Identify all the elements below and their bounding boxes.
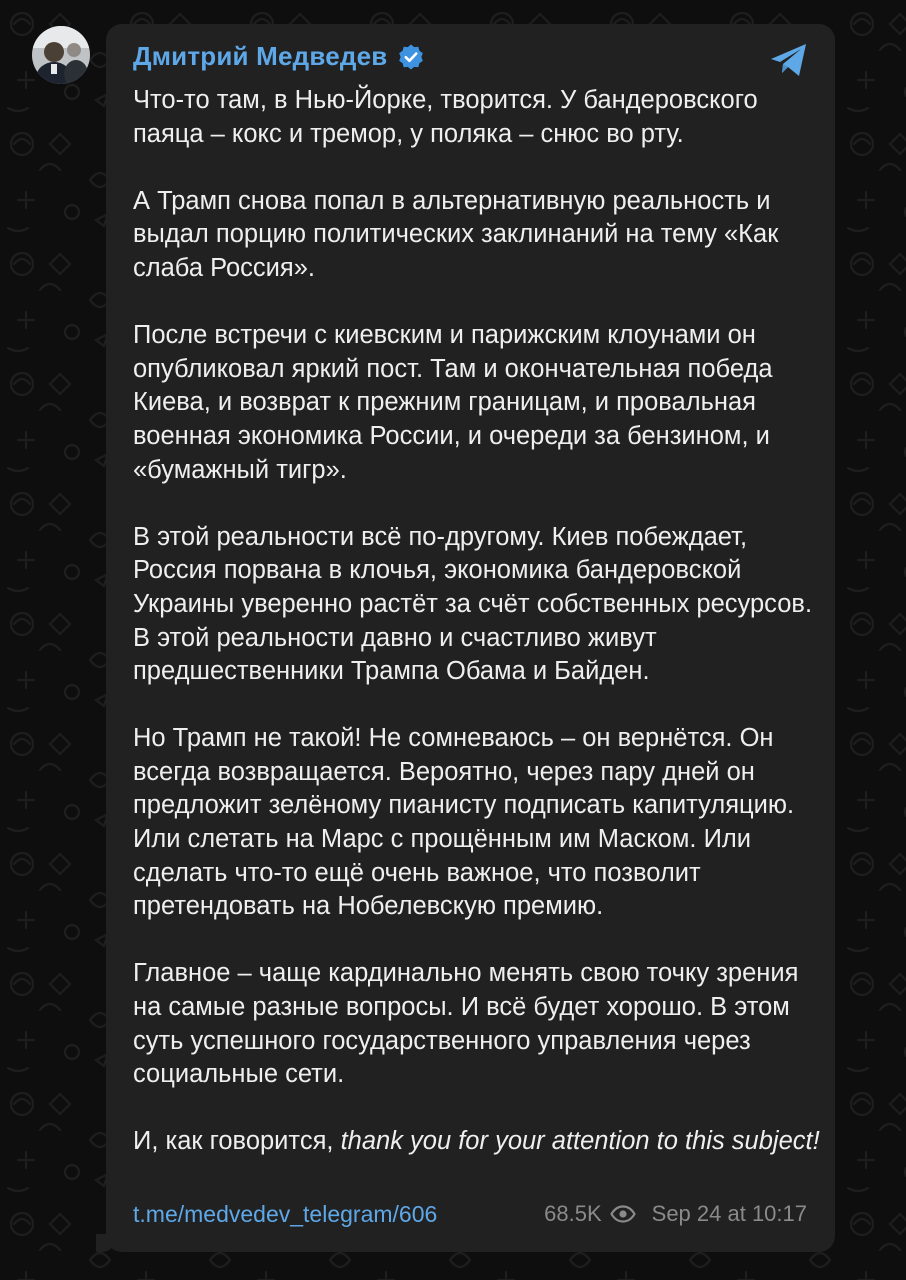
telegram-share-icon[interactable] — [767, 40, 811, 80]
closing-text: И, как говорится, — [133, 1127, 341, 1156]
message-meta — [544, 1201, 807, 1227]
closing-italic-text: thank you for your attention to this subject! — [340, 1127, 820, 1156]
message-paragraph-6: Главное – чаще кардинально менять свою точку зрения на самые разные вопросы. И всё будет хорошо. В этом суть успешного государственного управления через социальные сети. — [133, 959, 799, 1089]
eye-icon — [610, 1205, 636, 1223]
post-date: Sep 24 at 10:17 — [651, 1201, 807, 1226]
message-footer — [133, 1198, 807, 1230]
avatar-image — [32, 26, 90, 84]
message-header — [133, 41, 425, 72]
message-paragraph-2: А Трамп снова попал в альтернативную реальность и выдал порцию политических заклинаний на тему «Как слаба Россия». — [133, 186, 779, 282]
verified-badge-icon — [397, 43, 425, 71]
message-paragraph-4: В этой реальности всё по-другому. Киев побеждает, Россия порвана в клочья, экономика бандеровской Украины уверенно растёт за счёт собственных ресурсов. В этой реальности давно и счастливо живут предшественники Трампа Обама и Байден. — [133, 522, 813, 686]
avatar[interactable] — [32, 26, 90, 84]
message-text — [133, 84, 823, 1159]
message-paragraph-5: Но Трамп не такой! Не сомневаюсь – он вернётся. Он всегда возвращается. Вероятно, через пару дней он предложит зелёному пианисту подписать капитуляцию. Или слетать на Марс с прощённым им Маском. Или сделать что-то ещё очень важное, что позволит претендовать на Нобелевскую премию. — [133, 724, 795, 921]
message-bubble — [106, 24, 835, 1252]
message-paragraph-7 — [133, 1125, 823, 1159]
author-name[interactable]: Дмитрий Медведев — [133, 41, 388, 71]
post-link[interactable]: t.me/medvedev_telegram/606 — [133, 1200, 438, 1227]
message-paragraph-1: Что-то там, в Нью-Йорке, творится. У бандеровского паяца – кокс и тремор, у поляка – снюс во рту. — [133, 86, 758, 148]
view-count: 68.5K — [544, 1201, 602, 1226]
message-paragraph-3: После встречи с киевским и парижским клоунами он опубликовал яркий пост. Там и окончательная победа Киева, и возврат к прежним границам, и провальная военная экономика России, и очереди за бензином, и «бумажный тигр». — [133, 321, 773, 484]
